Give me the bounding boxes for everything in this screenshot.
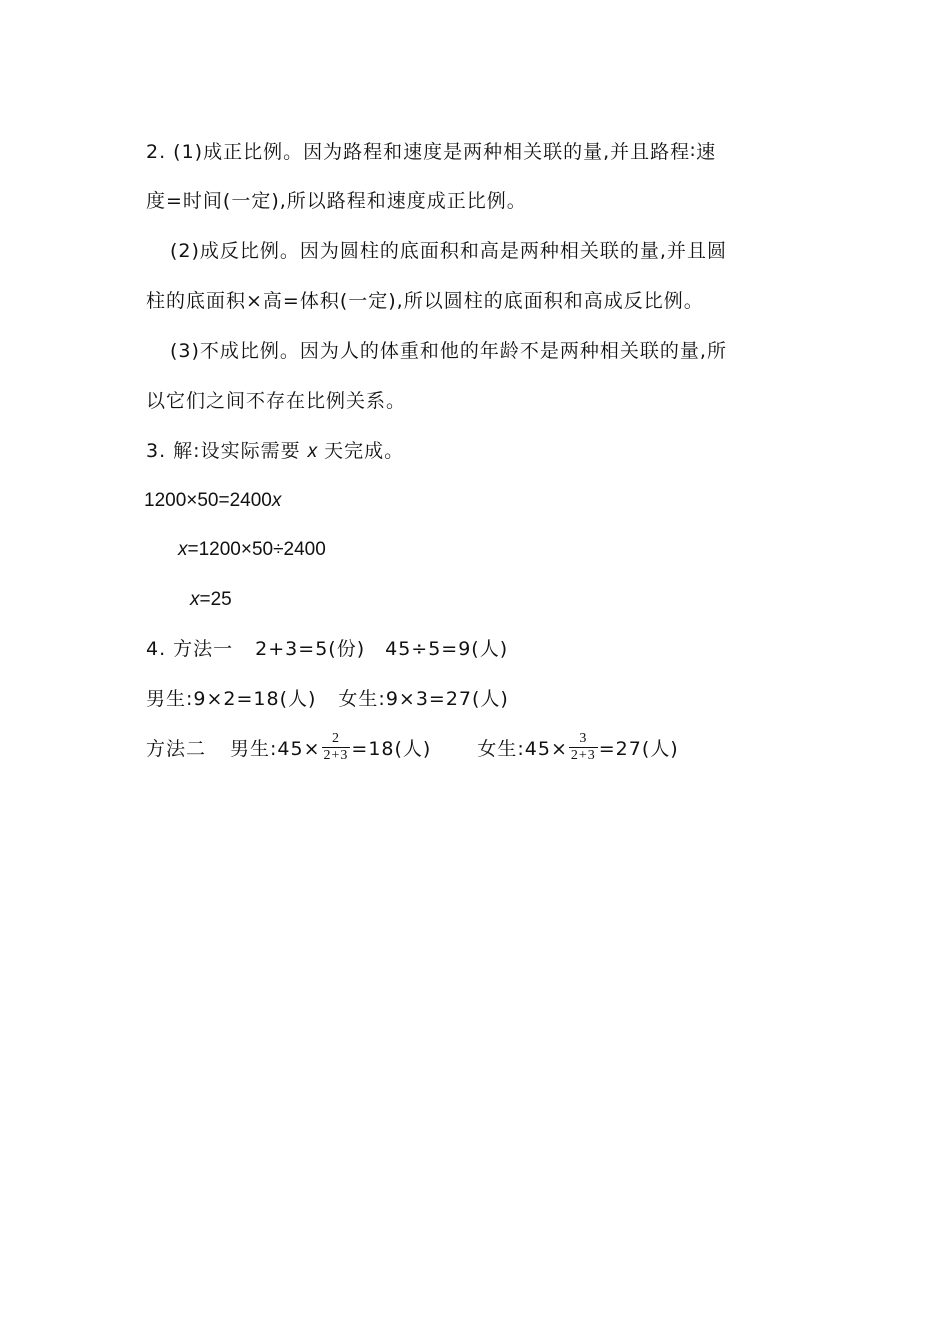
q3-intro [146,439,404,464]
q4-label: 4. 方法一 [146,638,234,660]
q4-girls-result-2: =27(人) [598,738,679,760]
q4-girls-prefix: 女生:45× [477,738,568,760]
q3-equation-3-expr: =25 [199,589,232,610]
q2-line-2: 度=时间(一定),所以路程和速度成正比例。 [146,190,527,212]
q3-intro-before: 3. 解:设实际需要 [146,440,308,462]
q4-method-2 [146,733,679,766]
q4-boys-prefix: 男生:45× [230,738,321,760]
q3-equation-3 [190,588,232,612]
q4-girls-fraction-denominator: 2+3 [570,748,596,763]
q4-method-1-results [146,687,509,711]
q2-line-3: (2)成反比例。因为圆柱的底面积和高是两种相关联的量,并且圆 [170,240,727,262]
q3-equation-2 [178,538,326,562]
q3-equation-2-variable: x [178,539,188,560]
q4-girls-fraction-numerator: 3 [569,731,598,748]
q3-intro-variable: x [307,441,318,462]
q4-step-2: 45÷5=9(人) [385,638,509,660]
q3-equation-1-variable: x [271,490,282,511]
q2-line-5: (3)不成比例。因为人的体重和他的年龄不是两种相关联的量,所 [170,340,727,362]
q4-boys-fraction [322,731,351,764]
q4-boys-fraction-denominator: 2+3 [323,748,349,763]
q3-equation-1 [144,489,281,513]
q3-equation-3-variable: x [190,589,200,610]
q4-step-1: 2+3=5(份) [255,638,366,660]
q2-line-4: 柱的底面积×高=体积(一定),所以圆柱的底面积和高成反比例。 [146,290,704,312]
q4-boys-fraction-numerator: 2 [322,731,351,748]
q4-boys-result-1: 男生:9×2=18(人) [146,688,317,710]
q3-intro-after: 天完成。 [317,440,405,462]
q2-line-6: 以它们之间不存在比例关系。 [146,390,407,412]
q3-equation-2-expr: =1200×50÷2400 [187,539,326,560]
q4-boys-result-2: =18(人) [351,738,432,760]
q4-girls-result-1: 女生:9×3=27(人) [338,688,509,710]
q4-girls-fraction [569,731,598,764]
q3-equation-1-expr: 1200×50=2400 [144,490,272,511]
q4-method-2-label: 方法二 [146,738,207,760]
q4-method-1 [146,637,508,661]
q2-line-1: 2. (1)成正比例。因为路程和速度是两种相关联的量,并且路程∶速 [146,141,717,163]
